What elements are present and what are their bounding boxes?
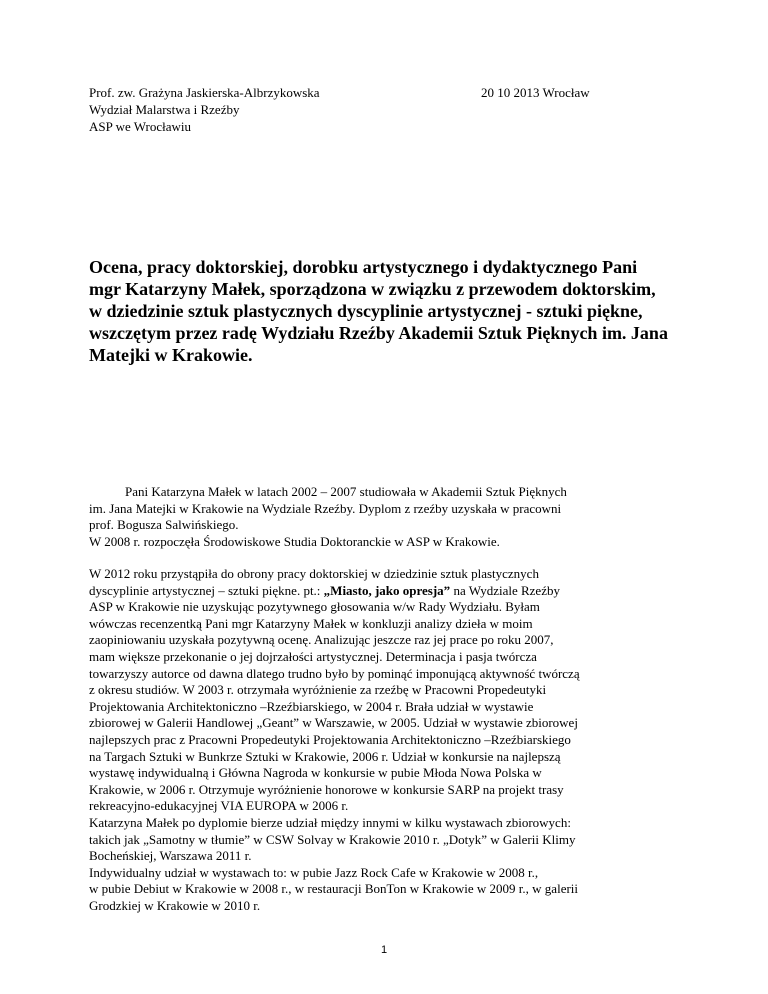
paragraph-line: mam większe przekonanie o jej dojrzałości artystycznej. Determinacja i pasja twórcza bbox=[89, 648, 537, 664]
paragraph-line: prof. Bogusza Salwińskiego. bbox=[89, 517, 239, 533]
page-number: 1 bbox=[380, 944, 388, 956]
title-line: w dziedzinie sztuk plastycznych dyscyplinie artystycznej - sztuki piękne, bbox=[89, 301, 643, 321]
author-faculty: Wydział Malarstwa i Rzeźby bbox=[89, 102, 240, 117]
document-title bbox=[89, 256, 689, 366]
paragraph-line bbox=[89, 583, 689, 600]
title-line: wszczętym przez radę Wydziału Rzeźby Akademii Sztuk Pięknych im. Jana bbox=[89, 323, 668, 343]
author-institution: ASP we Wrocławiu bbox=[89, 119, 192, 134]
author-block bbox=[89, 84, 320, 135]
title-line: mgr Katarzyny Małek, sporządzona w związku z przewodem doktorskim, bbox=[89, 279, 656, 299]
author-name: Prof. zw. Grażyna Jaskierska-Albrzykowska bbox=[89, 85, 320, 100]
paragraph-line: Projektowania Architektoniczno –Rzeźbiarskiego, w 2004 r. Brała udział w wystawie bbox=[89, 698, 534, 714]
paragraph-line: z okresu studiów. W 2003 r. otrzymała wyróżnienie za rzeźbę w Pracowni Propedeutyki bbox=[89, 682, 547, 698]
title-line: Matejki w Krakowie. bbox=[89, 345, 253, 365]
paragraph-line: wówczas recenzentką Pani mgr Katarzyny Małek w konkluzji analizy dzieła w moim bbox=[89, 615, 533, 631]
paragraph-line: Krakowie, w 2006 r. Otrzymuje wyróżnienie honorowe w konkursie SARP na projekt trasy bbox=[89, 781, 564, 797]
thesis-title: „Miasto, jako opresja” bbox=[323, 582, 451, 598]
paragraph-line: Grodzkiej w Krakowie w 2010 r. bbox=[89, 897, 261, 913]
paragraph-line: w pubie Debiut w Krakowie w 2008 r., w restauracji BonTon w Krakowie w 2009 r., w galerii bbox=[89, 881, 579, 897]
paragraph-line: zbiorowej w Galerii Handlowej „Geant” w Warszawie, w 2005. Udział w wystawie zbiorowej bbox=[89, 715, 578, 731]
date-place: 20 10 2013 Wrocław bbox=[481, 85, 590, 100]
title-line: Ocena, pracy doktorskiej, dorobku artystycznego i dydaktycznego Pani bbox=[89, 257, 638, 277]
paragraph-line: wystawę indywidualną i Główna Nagroda w konkursie w pubie Młoda Nowa Polska w bbox=[89, 765, 542, 781]
paragraph-education bbox=[89, 484, 689, 550]
paragraph-line: W 2008 r. rozpoczęła Środowiskowe Studia Doktoranckie w ASP w Krakowie. bbox=[89, 533, 500, 549]
paragraph-line: zaopiniowaniu uzyskała pozytywną ocenę. Analizując jeszcze raz jej prace po roku 2007, bbox=[89, 632, 554, 648]
paragraph-line: rekreacyjno-edukacyjnej VIA EUROPA w 2006 r. bbox=[89, 798, 349, 814]
paragraph-achievements bbox=[89, 566, 689, 914]
paragraph-line: W 2012 roku przystąpiła do obrony pracy doktorskiej w dziedzinie sztuk plastycznych bbox=[89, 566, 539, 581]
paragraph-line: im. Jana Matejki w Krakowie na Wydziale Rzeźby. Dyplom z rzeźby uzyskała w pracowni bbox=[89, 500, 562, 516]
paragraph-line: Bocheńskiej, Warszawa 2011 r. bbox=[89, 848, 252, 864]
paragraph-line: na Targach Sztuki w Bunkrze Sztuki w Krakowie, 2006 r. Udział w konkursie na najlepszą bbox=[89, 748, 561, 764]
paragraph-line: towarzyszy autorce od dawna dlatego trudno było by pominąć imponującą aktywność twórczą bbox=[89, 665, 580, 681]
paragraph-line: najlepszych prac z Pracowni Propedeutyki Projektowania Architektoniczno –Rzeźbiarskiego bbox=[89, 731, 571, 747]
paragraph-line: Indywidualny udział w wystawach to: w pubie Jazz Rock Cafe w Krakowie w 2008 r., bbox=[89, 864, 539, 880]
paragraph-line: takich jak „Samotny w tłumie” w CSW Solvay w Krakowie 2010 r. „Dotyk” w Galerii Klimy bbox=[89, 831, 576, 847]
paragraph-line: ASP w Krakowie nie uzyskując pozytywnego głosowania w/w Rady Wydziału. Byłam bbox=[89, 599, 540, 615]
paragraph-text: dyscyplinie artystycznej – sztuki piękne. pt.: bbox=[89, 582, 324, 598]
paragraph-text: na Wydziale Rzeźby bbox=[450, 582, 560, 598]
paragraph-line: Pani Katarzyna Małek w latach 2002 – 2007 studiowała w Akademii Sztuk Pięknych bbox=[125, 484, 567, 499]
paragraph-line: Katarzyna Małek po dyplomie bierze udział między innymi w kilku wystawach zbiorowych: bbox=[89, 814, 571, 830]
